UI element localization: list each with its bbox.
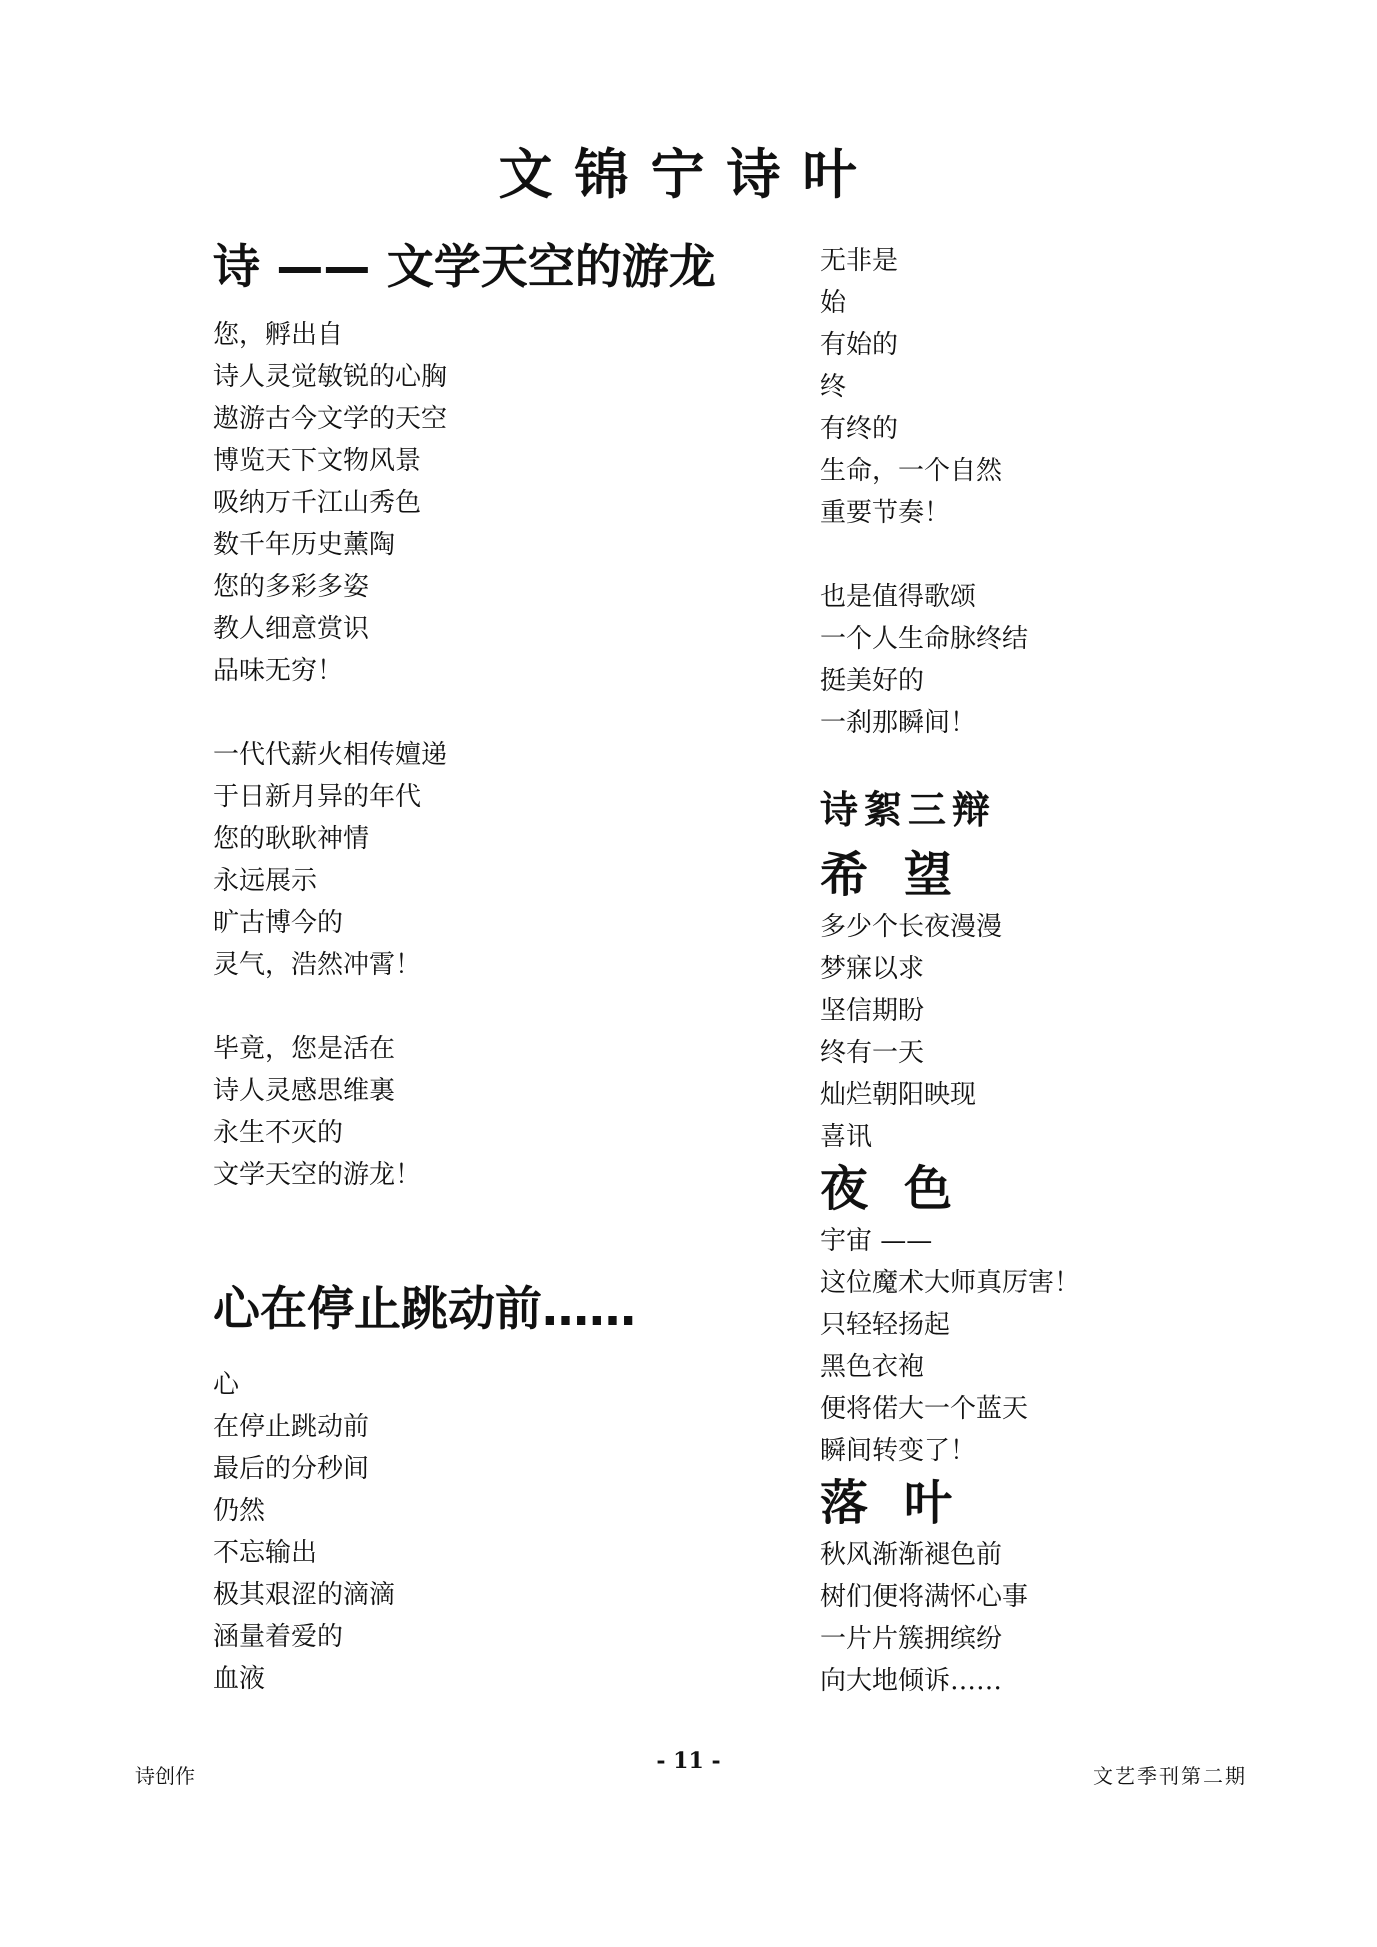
poem-line: 也是值得歌颂 <box>820 582 977 612</box>
poem-line: 吸纳万千江山秀色 <box>213 488 422 518</box>
poem-line: 终有一天 <box>820 1038 925 1068</box>
poem-line: 涵量着爱的 <box>213 1622 344 1652</box>
poem-line: 一片片簇拥缤纷 <box>820 1624 1003 1654</box>
poem-stanza <box>820 1220 1320 1472</box>
poem-stanza <box>820 576 1320 744</box>
footer-section-name: 诗创作 <box>135 1764 195 1788</box>
poem-line: 有始的 <box>820 330 899 360</box>
page-title: 文锦宁诗叶 <box>498 142 879 206</box>
poem-line: 灵气，浩然冲霄！ <box>213 950 422 980</box>
left-column <box>213 240 773 1700</box>
poem-line: 您的多彩多姿 <box>213 572 370 602</box>
poem-line: 多少个长夜漫漫 <box>820 912 1003 942</box>
poem-line: 向大地倾诉…… <box>820 1666 1003 1696</box>
poem-line: 最后的分秒间 <box>213 1454 370 1484</box>
poem-line: 挺美好的 <box>820 666 925 696</box>
poem-line: 不忘输出 <box>213 1538 318 1568</box>
poem-stanza <box>820 906 1320 1158</box>
poem-title-heart: 心在停止跳动前…… <box>213 1282 636 1337</box>
poem-stanza <box>820 240 1320 534</box>
right-column <box>820 240 1320 1702</box>
poem-line: 灿烂朝阳映现 <box>820 1080 977 1110</box>
section-title-leaves: 落叶 <box>820 1475 989 1531</box>
poem-line: 诗人灵觉敏锐的心胸 <box>213 362 448 392</box>
poem-line: 秋风渐渐褪色前 <box>820 1540 1003 1570</box>
poem-title-poetry-dragon: 诗 —— 文学天空的游龙 <box>213 240 716 295</box>
poem-line: 这位魔术大师真厉害！ <box>820 1268 1081 1298</box>
poem-line: 于日新月异的年代 <box>213 782 422 812</box>
poem-line: 便将偌大一个蓝天 <box>820 1394 1029 1424</box>
poem-line: 永远展示 <box>213 866 318 896</box>
poem-stanza <box>820 1534 1320 1702</box>
poem-line: 无非是 <box>820 246 899 276</box>
poem-line: 生命，一个自然 <box>820 456 1003 486</box>
poem-line: 品味无穷！ <box>213 656 344 686</box>
poem-line: 重要节奏！ <box>820 498 951 528</box>
poem-line: 博览天下文物风景 <box>213 446 422 476</box>
poem-line: 文学天空的游龙！ <box>213 1160 422 1190</box>
poem-stanza <box>213 1364 773 1700</box>
poem-line: 一个人生命脉终结 <box>820 624 1029 654</box>
poem-line: 宇宙 —— <box>820 1226 933 1256</box>
poem-line: 在停止跳动前 <box>213 1412 370 1442</box>
poem-line: 血液 <box>213 1664 266 1694</box>
poem-stanza <box>213 734 773 986</box>
poem-line: 数千年历史薰陶 <box>213 530 396 560</box>
poem-line: 坚信期盼 <box>820 996 925 1026</box>
poem-line: 梦寐以求 <box>820 954 925 984</box>
poem-line: 终 <box>820 372 847 402</box>
poem-line: 一代代薪火相传嬗递 <box>213 740 448 770</box>
section-title-hope: 希望 <box>820 847 989 903</box>
poem-line: 您的耿耿神情 <box>213 824 370 854</box>
poem-stanza <box>213 1028 773 1196</box>
poem-line: 只轻轻扬起 <box>820 1310 951 1340</box>
poem-line: 诗人灵感思维裏 <box>213 1076 396 1106</box>
poem-line: 永生不灭的 <box>213 1118 344 1148</box>
poem-line: 心 <box>213 1370 240 1400</box>
poem-line: 教人细意赏识 <box>213 614 370 644</box>
poem-line: 始 <box>820 288 847 318</box>
poem-line: 旷古博今的 <box>213 908 344 938</box>
poem-line: 瞬间转变了！ <box>820 1436 977 1466</box>
section-title-night: 夜色 <box>820 1161 989 1217</box>
series-title: 诗絮三辩 <box>820 788 997 832</box>
poem-line: 黑色衣袍 <box>820 1352 925 1382</box>
poem-line: 您，孵出自 <box>213 320 344 350</box>
footer-page-number: - 11 - <box>656 1748 721 1774</box>
poem-stanza <box>213 314 773 692</box>
poem-line: 一刹那瞬间！ <box>820 708 977 738</box>
poem-line: 毕竟，您是活在 <box>213 1034 396 1064</box>
poem-line: 树们便将满怀心事 <box>820 1582 1029 1612</box>
footer-publication: 文艺季刊第二期 <box>1093 1764 1247 1788</box>
poem-line: 仍然 <box>213 1496 266 1526</box>
poem-line: 有终的 <box>820 414 899 444</box>
poem-line: 极其艰涩的滴滴 <box>213 1580 396 1610</box>
poem-line: 喜讯 <box>820 1122 873 1152</box>
poem-line: 遨游古今文学的天空 <box>213 404 448 434</box>
